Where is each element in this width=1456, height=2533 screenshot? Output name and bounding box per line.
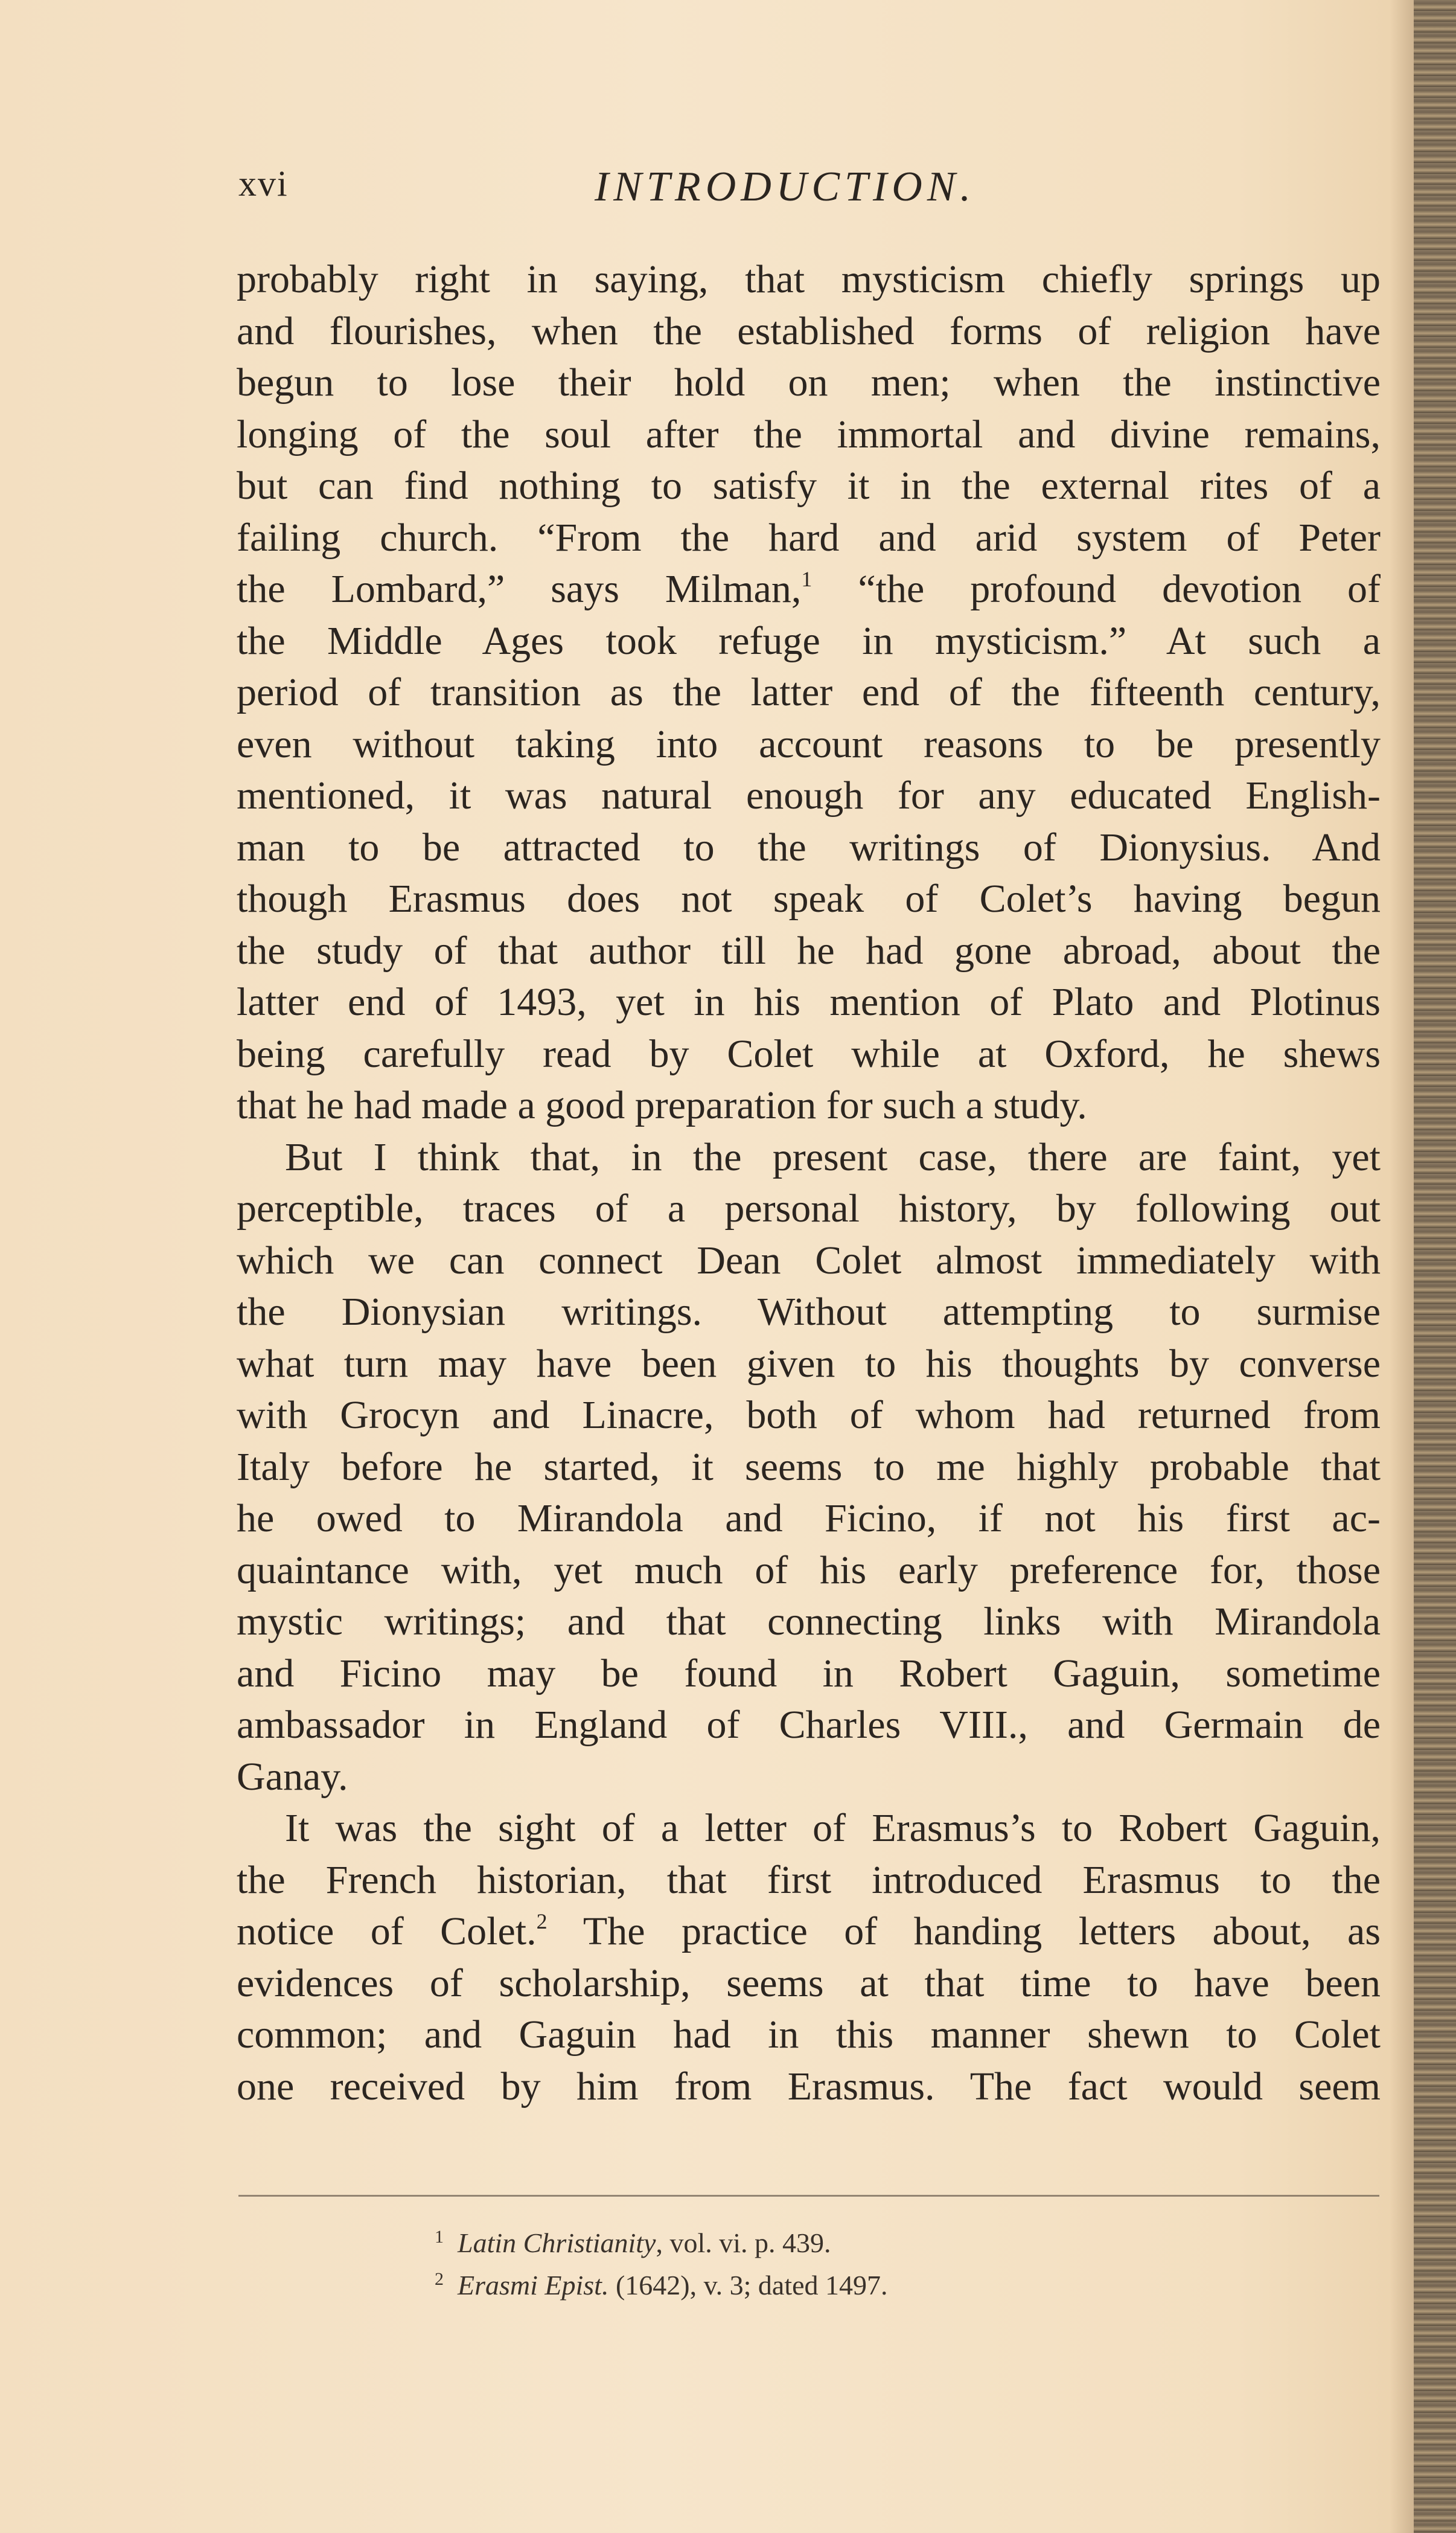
footnotes: [435, 2222, 1280, 2307]
text-line: Italy before he started, it seems to me highly probable that: [237, 1444, 1381, 1489]
text-line-with-note: [237, 563, 1381, 615]
text-line: mentioned, it was natural enough for any educated English-: [237, 773, 1381, 818]
text-line: failing church. “From the hard and arid system of Peter: [237, 515, 1381, 560]
text-line: man to be attracted to the writings of Dionysius. And: [237, 825, 1381, 869]
text-line: and flourishes, when the established forms of religion have: [237, 309, 1381, 353]
text-line: perceptible, traces of a personal history, by following out: [237, 1186, 1381, 1231]
text-line: the Middle Ages took refuge in mysticism.” At such a: [237, 618, 1381, 663]
text-line: with Grocyn and Linacre, both of whom had returned from: [237, 1393, 1381, 1437]
text-line: though Erasmus does not speak of Colet’s having begun: [237, 877, 1381, 921]
text-line: but can find nothing to satisfy it in the external rites of a: [237, 464, 1381, 508]
text-line: being carefully read by Colet while at Oxford, he shews: [237, 1031, 1381, 1076]
body-text: [237, 254, 1381, 2112]
text-line: one received by him from Erasmus. The fact would seem: [237, 2064, 1381, 2109]
text-segment: “the profound devotion of: [858, 567, 1381, 611]
text-line-with-note: [237, 1906, 1381, 1958]
text-line: period of transition as the latter end of the fifteenth century,: [237, 670, 1381, 714]
footnote-marker: 2: [435, 2269, 444, 2289]
text-line: Ganay.: [237, 1754, 348, 1799]
text-segment: notice of Colet.: [237, 1909, 537, 1953]
running-title: INTRODUCTION.: [595, 164, 976, 210]
footnote: [435, 2264, 1280, 2307]
text-line: which we can connect Dean Colet almost immediately with: [237, 1238, 1381, 1283]
text-line: But I think that, in the present case, there are faint, yet: [285, 1135, 1381, 1179]
footnote-title: Latin Christianity: [458, 2227, 656, 2258]
text-line: that he had made a good preparation for such a study.: [237, 1083, 1087, 1127]
text-line: what turn may have been given to his thoughts by converse: [237, 1341, 1381, 1386]
text-line: common; and Gaguin had in this manner shewn to Colet: [237, 2013, 1381, 2057]
footnote-title: Erasmi Epist.: [458, 2270, 609, 2301]
footnote-marker: 1: [435, 2227, 444, 2247]
text-line: he owed to Mirandola and Ficino, if not his first ac-: [237, 1496, 1381, 1540]
text-line: latter end of 1493, yet in his mention of Plato and Plotinus: [237, 980, 1381, 1024]
text-line: even without taking into account reasons to be presently: [237, 722, 1381, 766]
text-segment: the Lombard,” says Milman,: [237, 567, 802, 611]
text-line: mystic writings; and that connecting links with Mirandola: [237, 1600, 1381, 1644]
text-line: quaintance with, yet much of his early preference for, those: [237, 1548, 1381, 1592]
text-line: the Dionysian writings. Without attempting to surmise: [237, 1290, 1381, 1334]
footnote: [435, 2222, 1280, 2264]
text-segment: The practice of handing letters about, as: [583, 1909, 1381, 1953]
footnote-text: , vol. vi. p. 439.: [656, 2227, 831, 2258]
page-number: xvi: [238, 164, 289, 203]
text-line: and Ficino may be found in Robert Gaguin, sometime: [237, 1651, 1381, 1696]
page-edge-shadow: [1390, 0, 1414, 2533]
footnote-text: (1642), v. 3; dated 1497.: [608, 2270, 888, 2301]
text-line: longing of the soul after the immortal and divine remains,: [237, 412, 1381, 456]
text-line: probably right in saying, that mysticism chiefly springs up: [237, 257, 1381, 301]
footnote-rule: [238, 2195, 1379, 2197]
text-line: evidences of scholarship, seems at that time to have been: [237, 1961, 1381, 2005]
page-fore-edge: [1414, 0, 1456, 2533]
text-line: ambassador in England of Charles VIII., and Germain de: [237, 1703, 1381, 1747]
text-line: begun to lose their hold on men; when the instinctive: [237, 360, 1381, 405]
footnote-ref: 1: [801, 567, 813, 591]
text-line: It was the sight of a letter of Erasmus’s to Robert Gaguin,: [285, 1806, 1381, 1850]
text-line: the French historian, that first introduced Erasmus to the: [237, 1857, 1381, 1902]
footnote-ref: 2: [536, 1909, 548, 1933]
running-header: [238, 163, 1379, 211]
text-line: the study of that author till he had gone abroad, about the: [237, 928, 1381, 973]
